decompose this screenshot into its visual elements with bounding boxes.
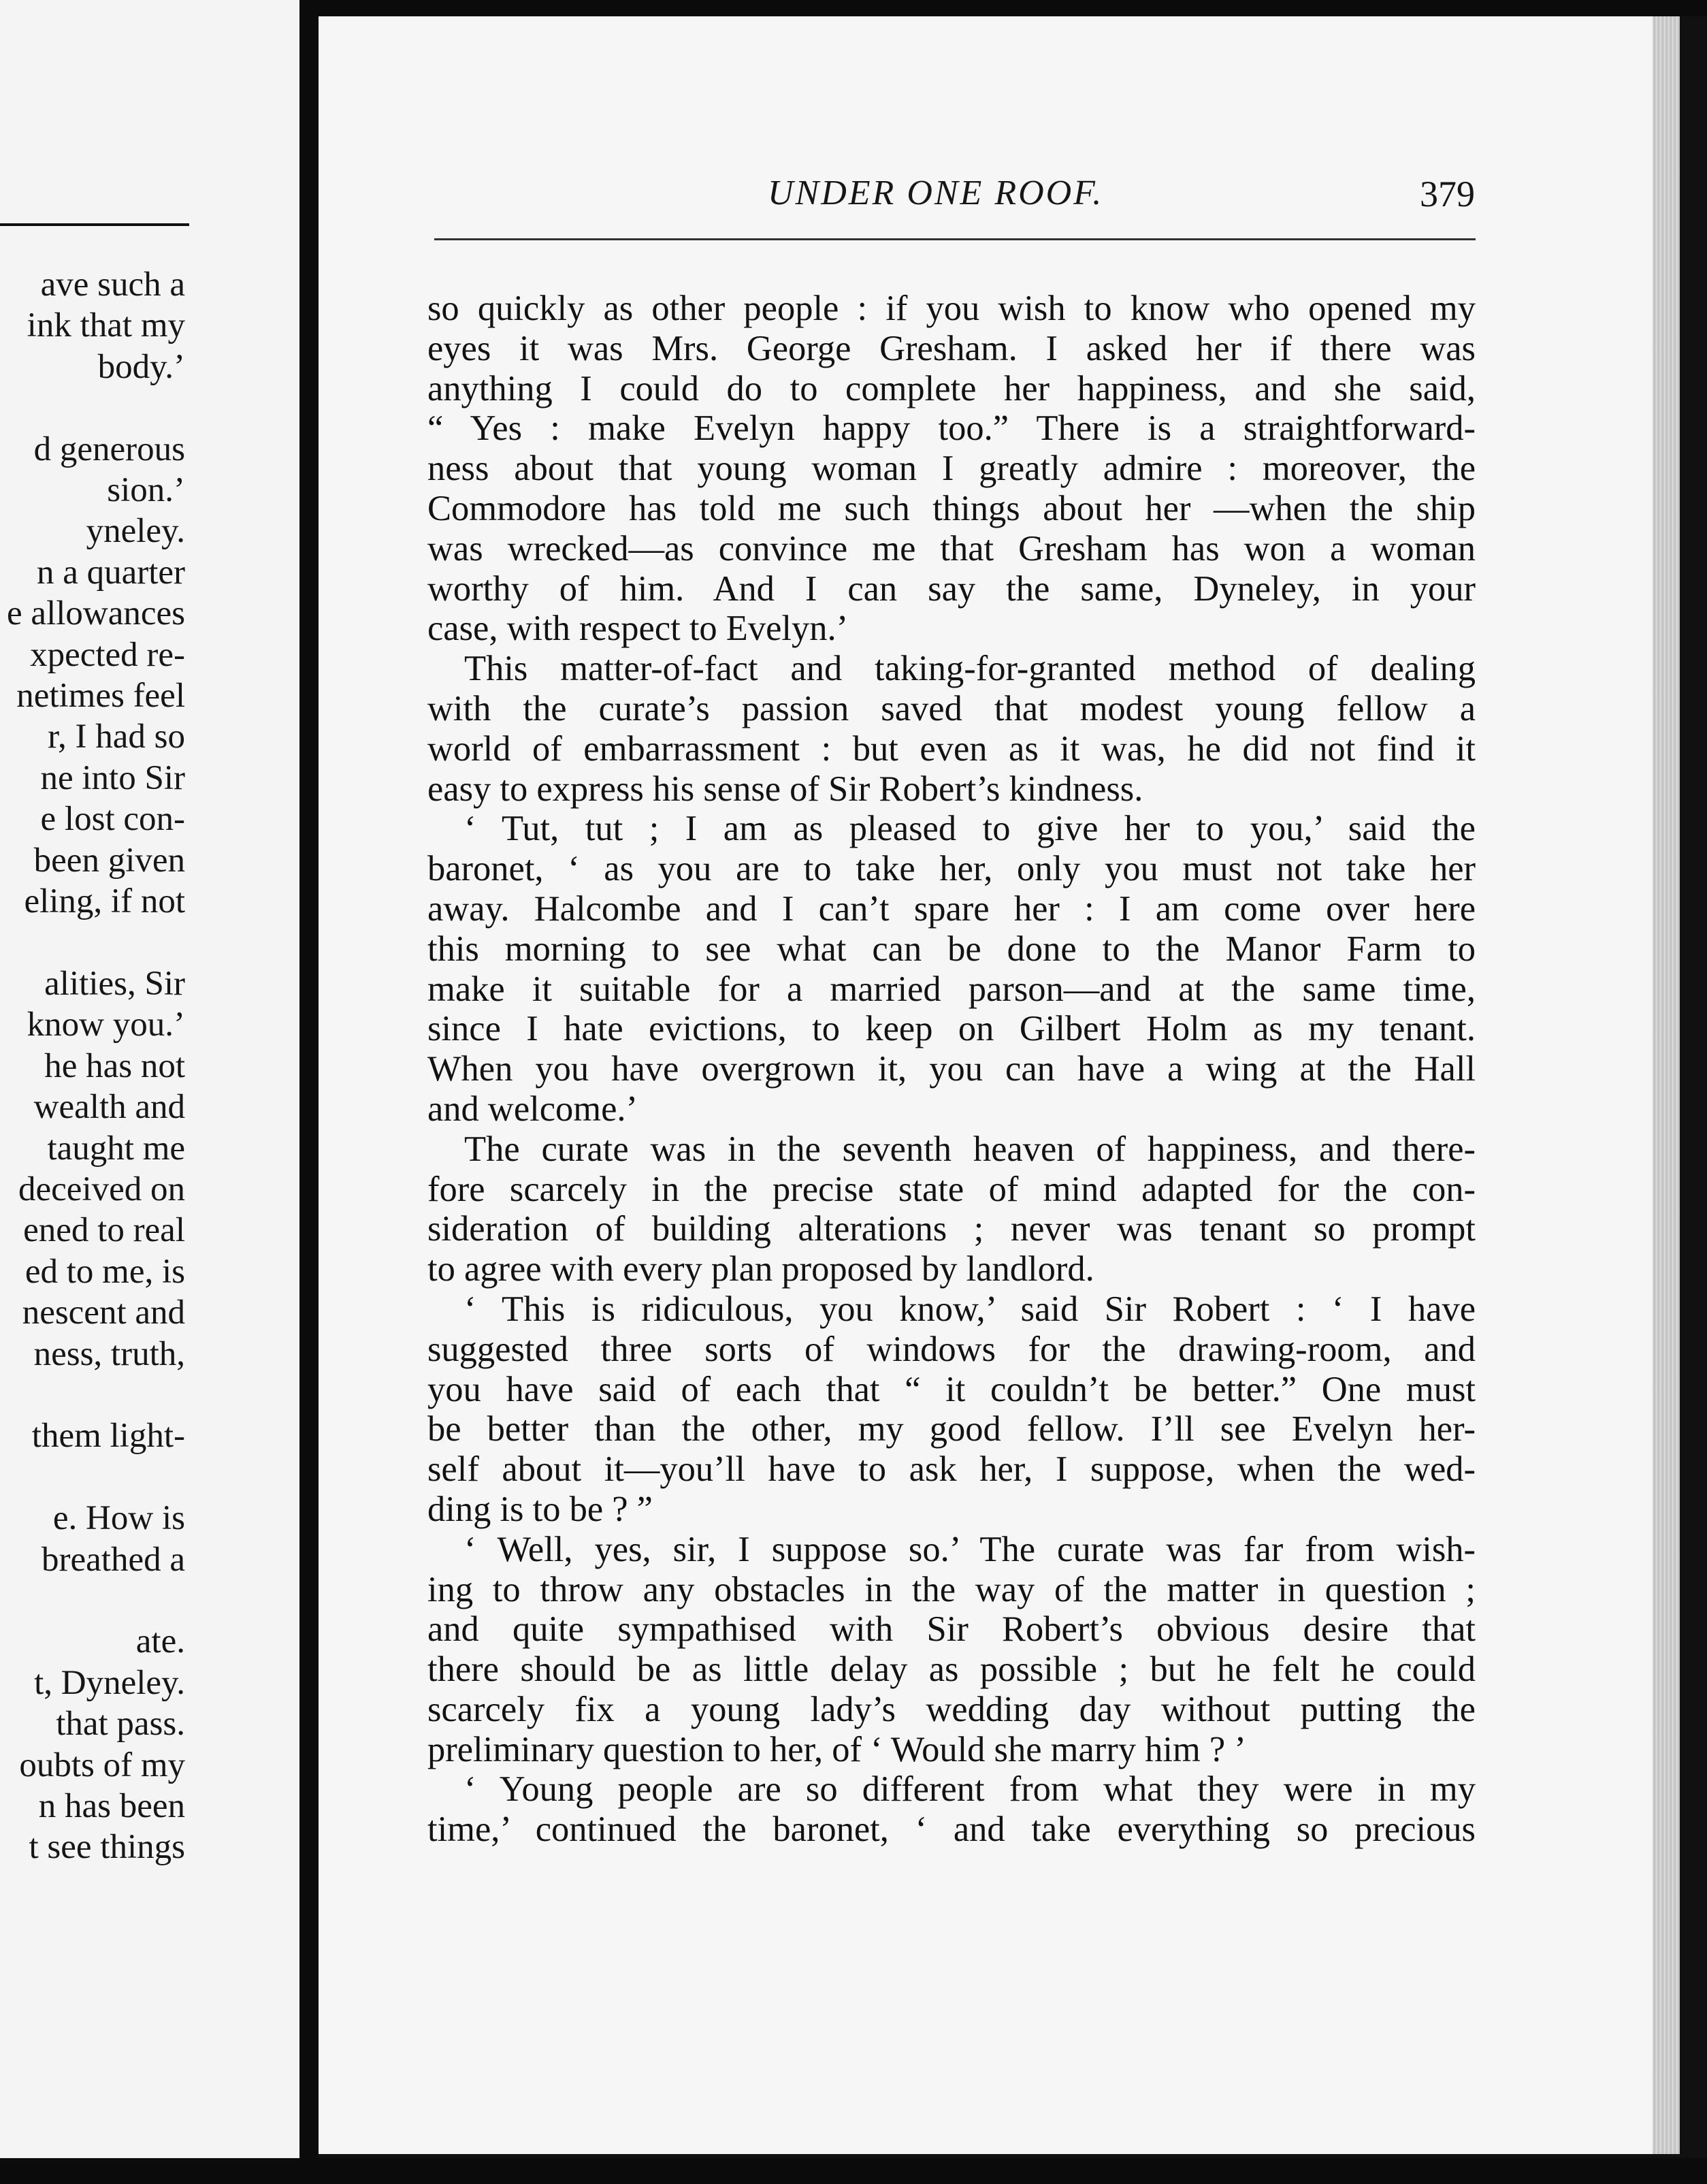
left-text-line: breathed a	[42, 1540, 185, 1579]
left-text-line: been given	[33, 841, 185, 880]
left-text-line	[0, 387, 185, 428]
left-text-line: taught me	[47, 1129, 185, 1168]
left-text-line: ed to me, is	[25, 1252, 185, 1291]
left-text-line: know you.’	[27, 1006, 185, 1044]
left-text-line: ne into Sir	[40, 758, 185, 797]
text-line: fore scarcely in the precise state of mind adapted for the con-	[427, 1169, 1476, 1209]
text-line: When you have overgrown it, you can have a wing at the Hall	[427, 1049, 1476, 1089]
text-line: ing to throw any obstacles in the way of the matter in question ;	[427, 1569, 1476, 1609]
text-line: be better than the other, my good fellow. I’ll see Evelyn her-	[427, 1409, 1476, 1449]
text-line: scarcely fix a young lady’s wedding day without putting the	[427, 1689, 1476, 1729]
text-line: world of embarrassment : but even as it was, he did not find it	[427, 728, 1476, 769]
left-text-line: ave such a	[40, 266, 185, 304]
page-edge	[1653, 16, 1680, 2154]
left-text-line	[0, 922, 185, 963]
book-gutter	[299, 0, 319, 2184]
text-line: to agree with every plan proposed by landlord.	[427, 1249, 1094, 1289]
left-text-line: wealth and	[33, 1088, 185, 1127]
left-text-line: ness, truth,	[33, 1334, 185, 1373]
text-line: away. Halcombe and I can’t spare her : I am come over here	[427, 888, 1476, 929]
text-line: ‘ Young people are so different from what they were in my	[464, 1769, 1476, 1810]
text-line: you have said of each that “ it couldn’t be better.” One must	[427, 1369, 1476, 1409]
left-page-rule	[0, 223, 189, 226]
text-line: ‘ Well, yes, sir, I suppose so.’ The curate was far from wish-	[464, 1529, 1476, 1569]
left-text-line: oubts of my	[19, 1746, 185, 1784]
left-text-line: netimes feel	[16, 677, 185, 716]
left-text-line: sion.’	[107, 471, 185, 510]
text-line: make it suitable for a married parson—and at the same time,	[427, 969, 1476, 1009]
left-text-line: n has been	[38, 1787, 185, 1826]
text-line: time,’ continued the baronet, ‘ and take everything so precious	[427, 1810, 1476, 1850]
text-line: “ Yes : make Evelyn happy too.” There is a straightforward-	[427, 408, 1476, 449]
left-text-line: ened to real	[23, 1211, 185, 1250]
text-line: since I hate evictions, to keep on Gilbert Holm as my tenant.	[427, 1009, 1476, 1049]
left-text-line: n a quarter	[36, 553, 185, 592]
left-text-line: t, Dyneley.	[34, 1663, 185, 1702]
text-line: sideration of building alterations ; never was tenant so prompt	[427, 1209, 1476, 1249]
text-line: ding is to be ? ”	[427, 1489, 653, 1529]
text-line: ‘ This is ridiculous, you know,’ said Sir Robert : ‘ I have	[464, 1289, 1476, 1329]
left-text-line: body.’	[97, 347, 185, 386]
left-text-line	[0, 1580, 185, 1621]
facing-page-left	[0, 0, 299, 2158]
left-text-line: xpected re-	[30, 635, 185, 674]
left-text-line: e allowances	[7, 594, 185, 633]
text-line: and welcome.’	[427, 1089, 638, 1129]
left-text-line	[0, 1457, 185, 1498]
text-line: The curate was in the seventh heaven of happiness, and there-	[464, 1129, 1476, 1169]
left-page-text	[0, 264, 185, 1868]
text-line: this morning to see what can be done to the Manor Farm to	[427, 929, 1476, 969]
text-line: worthy of him. And I can say the same, Dyneley, in your	[427, 568, 1476, 609]
left-text-line: r, I had so	[48, 718, 185, 756]
text-line: there should be as little delay as possible ; but he felt he could	[427, 1650, 1476, 1690]
text-line: eyes it was Mrs. George Gresham. I asked her if there was	[427, 328, 1476, 368]
text-line: preliminary question to her, of ‘ Would she marry him ? ’	[427, 1729, 1246, 1769]
left-text-line: alities, Sir	[44, 964, 185, 1003]
scan-border-top	[299, 0, 1707, 16]
text-line: with the curate’s passion saved that modest young fellow a	[427, 688, 1476, 728]
text-line: suggested three sorts of windows for the drawing-room, and	[427, 1329, 1476, 1369]
left-text-line: e. How is	[52, 1499, 185, 1538]
left-text-line: ate.	[135, 1622, 185, 1661]
text-line: case, with respect to Evelyn.’	[427, 609, 849, 649]
page-right	[319, 16, 1680, 2154]
left-text-line: e lost con-	[40, 800, 185, 839]
text-line: self about it—you’ll have to ask her, I suppose, when the wed-	[427, 1449, 1476, 1490]
left-text-line: deceived on	[18, 1170, 185, 1208]
page-number: 379	[1420, 174, 1475, 214]
left-text-line	[0, 1375, 185, 1415]
text-line: and quite sympathised with Sir Robert’s obvious desire that	[427, 1609, 1476, 1650]
text-line: anything I could do to complete her happiness, and she said,	[427, 368, 1476, 408]
scan-border-bottom	[0, 2158, 1707, 2184]
text-line: Commodore has told me such things about her —when the ship	[427, 488, 1476, 528]
text-line: baronet, ‘ as you are to take her, only you must not take her	[427, 849, 1476, 889]
left-text-line: them light-	[31, 1417, 185, 1456]
text-line: ness about that young woman I greatly admire : moreover, the	[427, 449, 1476, 489]
left-text-line: d generous	[33, 430, 185, 468]
text-line: This matter-of-fact and taking-for-granted method of dealing	[464, 649, 1476, 689]
left-text-line: yneley.	[86, 512, 185, 551]
body-text	[427, 289, 1476, 1850]
text-line: ‘ Tut, tut ; I am as pleased to give her to you,’ said the	[464, 809, 1476, 849]
left-text-line: eling, if not	[24, 882, 185, 921]
text-line: easy to express his sense of Sir Robert’s kindness.	[427, 769, 1143, 809]
text-line: so quickly as other people : if you wish to know who opened my	[427, 289, 1476, 328]
left-text-line: he has not	[44, 1046, 185, 1085]
left-text-line: t see things	[29, 1828, 185, 1867]
left-text-line: that pass.	[56, 1705, 185, 1744]
left-text-line: nescent and	[22, 1294, 185, 1332]
text-line: was wrecked—as convince me that Gresham has won a woman	[427, 528, 1476, 568]
left-text-line: ink that my	[27, 306, 185, 345]
running-title: UNDER ONE ROOF.	[768, 174, 1104, 212]
header-rule	[434, 238, 1476, 240]
